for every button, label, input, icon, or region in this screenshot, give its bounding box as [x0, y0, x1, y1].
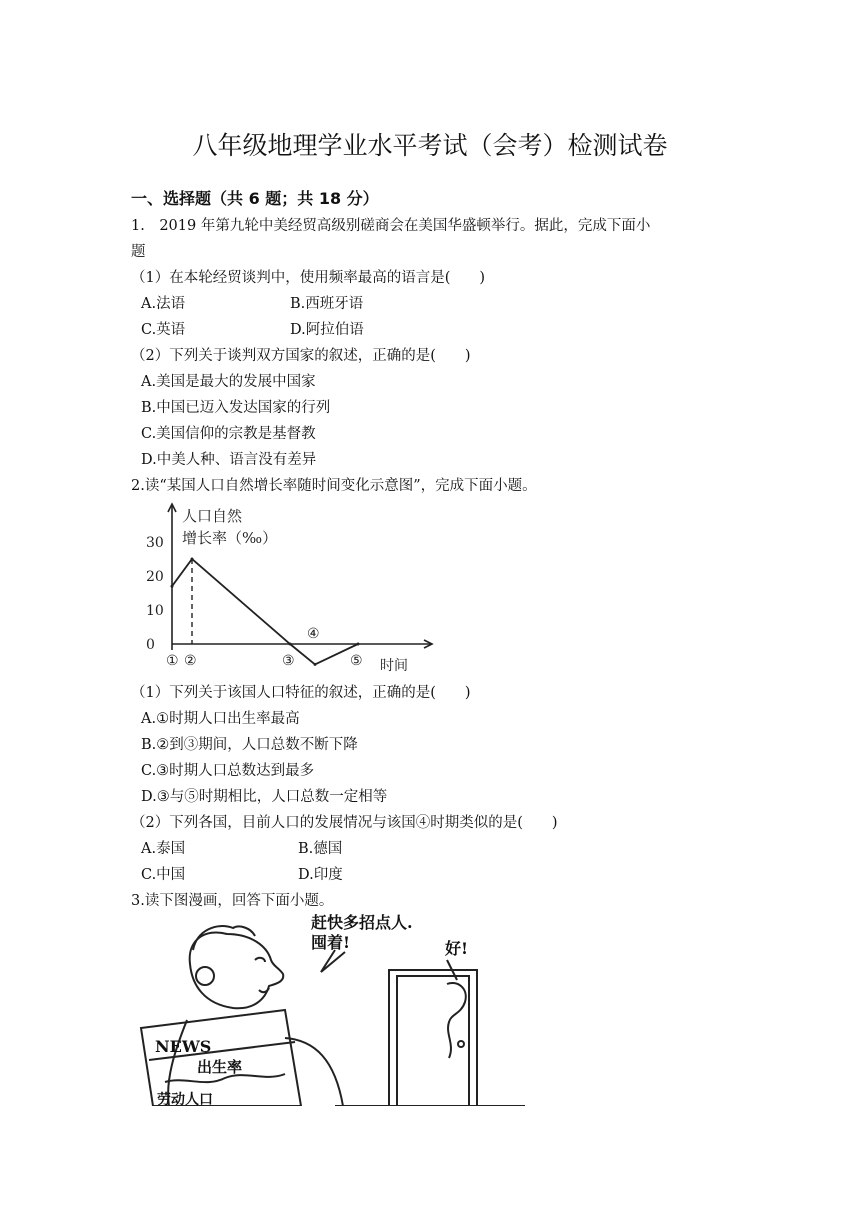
q2-sub1-option-d[interactable]: D.③与⑤时期相比，人口总数一定相等 [141, 789, 388, 805]
q2-sub1-stem: （1）下列关于该国人口特征的叙述，正确的是( ) [131, 685, 471, 701]
q2-sub1-option-c[interactable]: C.③时期人口总数达到最多 [141, 763, 315, 779]
q1-sub1-option-c[interactable]: C.英语 [141, 322, 186, 338]
door-knob [458, 1041, 464, 1047]
page-title: 八年级地理学业水平考试（会考）检测试卷 [192, 131, 668, 160]
q2-stem: 2.读“某国人口自然增长率随时间变化示意图”，完成下面小题。 [131, 478, 537, 494]
chart-ylabel-line1: 人口自然 [182, 507, 243, 525]
q1-sub2-option-b[interactable]: B.中国已迈入发达国家的行列 [141, 400, 331, 416]
q1-sub1-option-d[interactable]: D.阿拉伯语 [290, 322, 364, 338]
q2-sub2-option-b[interactable]: B.德国 [298, 841, 343, 857]
q1-sub2-option-c[interactable]: C.美国信仰的宗教是基督教 [141, 426, 316, 442]
man-arm [285, 1038, 343, 1106]
q1-sub1-option-b[interactable]: B.西班牙语 [290, 296, 364, 312]
population-growth-chart [140, 500, 440, 676]
chart-series [171, 558, 360, 666]
y-tick-label: 20 [146, 569, 164, 585]
man-head-outline [190, 932, 284, 1008]
q2-sub1-option-a[interactable]: A.①时期人口出生率最高 [141, 711, 300, 727]
cartoon-image [135, 910, 525, 1106]
man-ear [196, 967, 214, 985]
q2-sub2-option-c[interactable]: C.中国 [141, 867, 186, 883]
data-point [171, 585, 174, 588]
q1-sub2-stem: （2）下列关于谈判双方国家的叙述，正确的是( ) [131, 348, 471, 364]
x-marker-label: ① [166, 653, 179, 669]
man-mouth [259, 988, 269, 992]
y-tick-label: 10 [146, 603, 164, 619]
chart-axes [168, 504, 432, 650]
q1-stem-line1: 1. 2019 年第九轮中美经贸高级别磋商会在美国华盛顿举行。据此，完成下面小 [131, 218, 651, 234]
chart-markers [166, 626, 363, 669]
newspaper-masthead: NEWS [155, 1037, 212, 1056]
newspaper-subhead: 劳动人口 [157, 1092, 213, 1106]
man-hair [193, 926, 255, 950]
speech-bubble-main-line2: 囤着! [311, 933, 351, 952]
y-tick-label: 30 [146, 535, 164, 551]
x-marker-label: ④ [307, 626, 320, 642]
q1-stem-line2: 题 [131, 244, 146, 260]
q2-sub1-option-b[interactable]: B.②到③期间，人口总数不断下降 [141, 737, 358, 753]
growth-rate-line [172, 559, 358, 664]
q3-stem: 3.读下图漫画，回答下面小题。 [131, 893, 334, 909]
q1-sub2-option-d[interactable]: D.中美人种、语言没有差异 [141, 452, 317, 468]
chart-ylabel-line2: 增长率（‰） [182, 529, 278, 547]
speech-bubble-main-line1: 赶快多招点人. [311, 913, 413, 932]
x-marker-label: ⑤ [350, 653, 363, 669]
man-eye [255, 958, 265, 962]
q2-sub2-option-d[interactable]: D.印度 [298, 867, 343, 883]
y-tick-label: 0 [146, 637, 155, 653]
door-panel [397, 976, 469, 1106]
q1-sub1-option-a[interactable]: A.法语 [141, 296, 186, 312]
data-point [289, 643, 292, 646]
q2-sub2-stem: （2）下列各国，目前人口的发展情况与该国④时期类似的是( ) [131, 815, 558, 831]
q1-sub1-stem: （1）在本轮经贸谈判中，使用频率最高的语言是( ) [131, 270, 486, 286]
chart-ticks [146, 535, 164, 653]
speech-bubble-reply: 好! [445, 939, 469, 958]
x-marker-label: ② [184, 653, 197, 669]
data-point [357, 643, 360, 646]
section-heading: 一、选择题（共 6 题；共 18 分） [131, 189, 379, 208]
x-marker-label: ③ [282, 653, 295, 669]
q2-sub2-option-a[interactable]: A.泰国 [141, 841, 186, 857]
q1-sub2-option-a[interactable]: A.美国是最大的发展中国家 [141, 374, 316, 390]
newspaper-headline: 出生率 [197, 1058, 243, 1076]
speech-tail-left [321, 950, 345, 972]
chart-xlabel: 时间 [380, 658, 408, 674]
data-point [314, 663, 317, 666]
